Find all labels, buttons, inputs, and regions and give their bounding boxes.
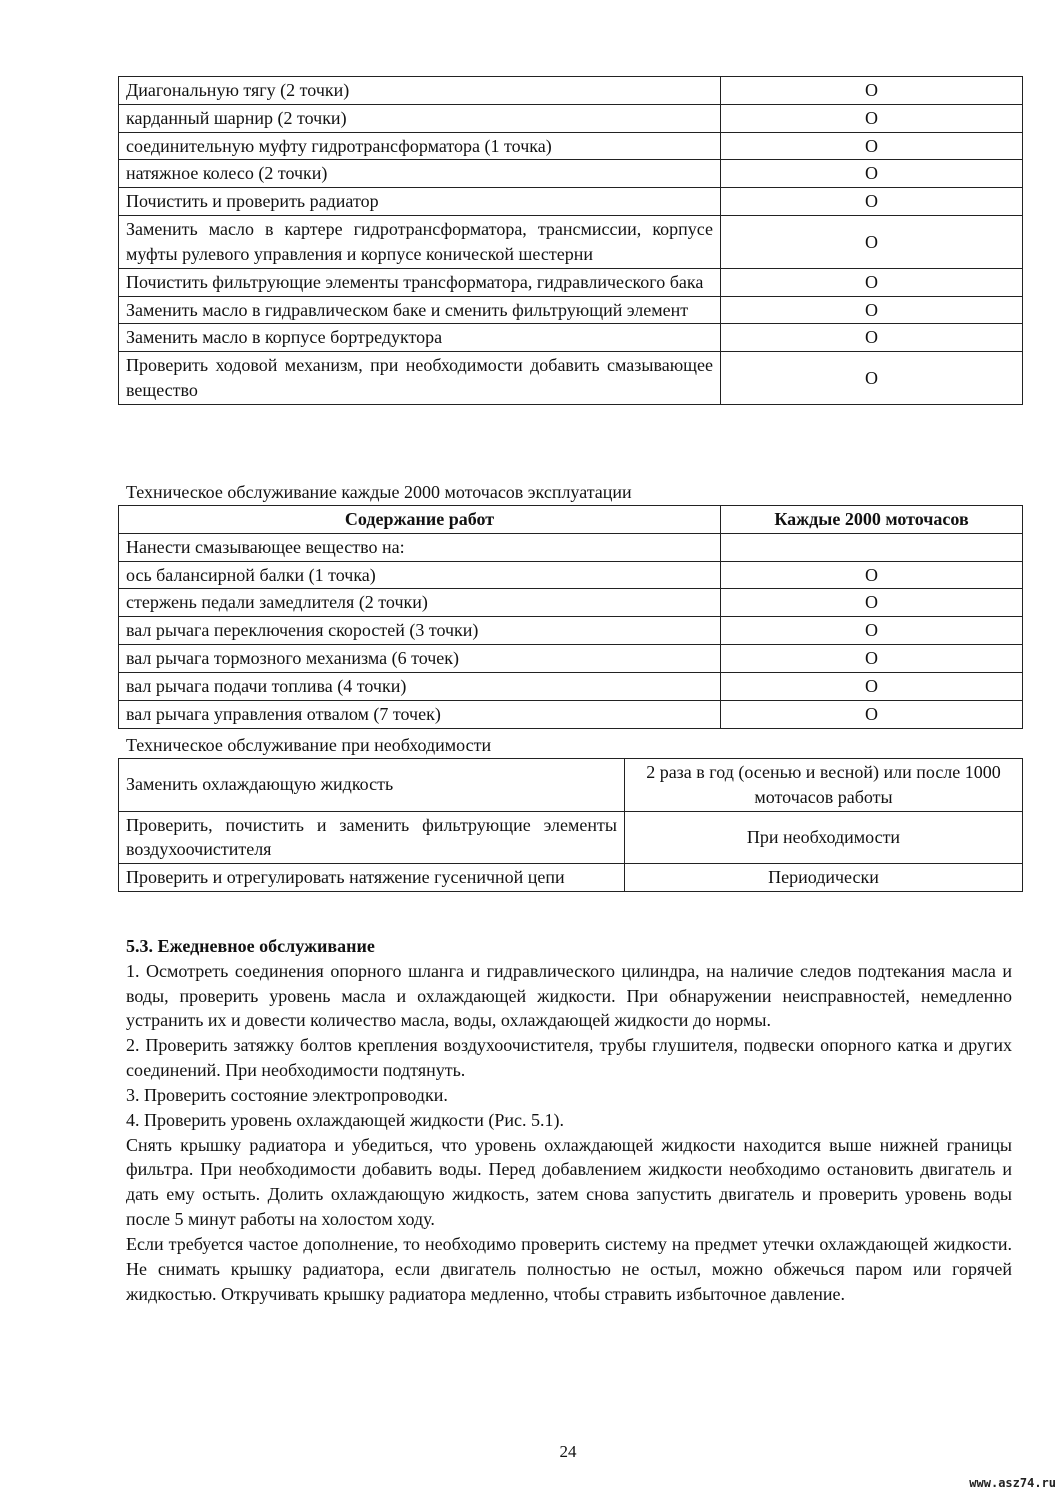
table-header-row xyxy=(119,506,1023,534)
table-row xyxy=(119,324,1023,352)
paragraph: Снять крышку радиатора и убедиться, что уровень охлаждающей жидкости находится выше нижней границы фильтра. При необходимости добавить воды. Перед добавлением жидкости необходимо остановить двигатель и дать ему остыть. Долить охлаждающую жидкость, затем снова запустить двигатель и проверить уровень воды после 5 минут работы на холостом ходу. xyxy=(126,1134,1012,1230)
table-cell-mark: О xyxy=(721,188,1023,216)
table-row xyxy=(119,645,1023,673)
page-number: 24 xyxy=(559,1442,577,1461)
table-cell-task: Почистить и проверить радиатор xyxy=(119,188,721,216)
table-cell-task: карданный шарнир (2 точки) xyxy=(119,104,721,132)
table-row xyxy=(119,104,1023,132)
column-header-tasks: Содержание работ xyxy=(119,506,721,534)
table-cell-interval: 2 раза в год (осенью и весной) или после 1000 моточасов работы xyxy=(625,759,1023,812)
table-cell-task: Почистить фильтрующие элементы трансформатора, гидравлического бака xyxy=(119,268,721,296)
table-row xyxy=(119,864,1023,892)
table-caption-2000-hours: Техническое обслуживание каждые 2000 моточасов эксплуатации xyxy=(126,482,632,502)
table-cell-task: Диагональную тягу (2 точки) xyxy=(119,77,721,105)
paragraph: 2. Проверить затяжку болтов крепления воздухоочистителя, трубы глушителя, подвески опорного катка и других соединений. При необходимости подтянуть. xyxy=(126,1035,1012,1081)
table-cell-mark: О xyxy=(721,268,1023,296)
table-cell-task: вал рычага тормозного механизма (6 точек) xyxy=(119,645,721,673)
table-row xyxy=(119,617,1023,645)
table-cell-mark: О xyxy=(721,160,1023,188)
table-2000-hours xyxy=(118,505,1023,729)
table-cell-mark: О xyxy=(721,104,1023,132)
table-row xyxy=(119,188,1023,216)
table-cell-task: Проверить ходовой механизм, при необходимости добавить смазывающее вещество xyxy=(119,352,721,405)
table-cell-task: Заменить масло в корпусе бортредуктора xyxy=(119,324,721,352)
table-cell-mark: О xyxy=(721,589,1023,617)
table-cell-mark: О xyxy=(721,645,1023,673)
table-cell-mark: О xyxy=(721,561,1023,589)
section-heading: 5.3. Ежедневное обслуживание xyxy=(126,936,375,956)
table-row xyxy=(119,77,1023,105)
table-row xyxy=(119,672,1023,700)
table-cell-task: Заменить масло в картере гидротрансформатора, трансмиссии, корпусе муфты рулевого управления и корпусе конической шестерни xyxy=(119,216,721,269)
table-cell-mark xyxy=(721,533,1023,561)
table-cell-task: Нанести смазывающее вещество на: xyxy=(119,533,721,561)
table-row xyxy=(119,268,1023,296)
paragraph: 4. Проверить уровень охлаждающей жидкости (Рис. 5.1). xyxy=(126,1109,564,1130)
table-cell-mark: О xyxy=(721,700,1023,728)
watermark-url: www.asz74.ru xyxy=(969,1476,1056,1490)
table-cell-task: Заменить охлаждающую жидкость xyxy=(119,759,625,812)
table-caption-as-needed: Техническое обслуживание при необходимости xyxy=(126,735,492,755)
table-cell-mark: О xyxy=(721,617,1023,645)
table-row xyxy=(119,160,1023,188)
table-cell-interval: При необходимости xyxy=(625,811,1023,864)
table-cell-task: Заменить масло в гидравлическом баке и сменить фильтрующий элемент xyxy=(119,296,721,324)
table-cell-task: вал рычага подачи топлива (4 точки) xyxy=(119,672,721,700)
table-cell-task: стержень педали замедлителя (2 точки) xyxy=(119,589,721,617)
table-cell-task: вал рычага переключения скоростей (3 точки) xyxy=(119,617,721,645)
table-cell-mark: О xyxy=(721,324,1023,352)
table-cell-mark: О xyxy=(721,296,1023,324)
table-cell-mark: О xyxy=(721,132,1023,160)
table-cell-mark: О xyxy=(721,672,1023,700)
table-row xyxy=(119,132,1023,160)
table-cell-task: натяжное колесо (2 точки) xyxy=(119,160,721,188)
paragraph: 1. Осмотреть соединения опорного шланга и гидравлического цилиндра, на наличие следов подтекания масла и воды, проверить уровень масла и охлаждающей жидкости. При обнаружении неисправностей, немедленно устранить их и довести количество масла, воды, охлаждающей жидкости до нормы. xyxy=(126,960,1012,1031)
table-cell-task: Проверить, почистить и заменить фильтрующие элементы воздухоочистителя xyxy=(119,811,625,864)
column-header-interval: Каждые 2000 моточасов xyxy=(721,506,1023,534)
table-cell-task: ось балансирной балки (1 точка) xyxy=(119,561,721,589)
table-cell-task: Проверить и отрегулировать натяжение гусеничной цепи xyxy=(119,864,625,892)
table-row xyxy=(119,759,1023,812)
table-cell-mark: О xyxy=(721,77,1023,105)
table-cell-mark: О xyxy=(721,216,1023,269)
paragraph: 3. Проверить состояние электропроводки. xyxy=(126,1084,448,1105)
table-row xyxy=(119,352,1023,405)
table-row xyxy=(119,811,1023,864)
table-cell-task: соединительную муфту гидротрансформатора (1 точка) xyxy=(119,132,721,160)
table-row xyxy=(119,700,1023,728)
table-row xyxy=(119,533,1023,561)
table-row xyxy=(119,589,1023,617)
table-cell-task: вал рычага управления отвалом (7 точек) xyxy=(119,700,721,728)
table-row xyxy=(119,296,1023,324)
table-cell-mark: О xyxy=(721,352,1023,405)
table-lubrication-points xyxy=(118,76,1023,405)
section-daily-maintenance xyxy=(126,934,1012,1306)
table-row xyxy=(119,216,1023,269)
table-row xyxy=(119,561,1023,589)
paragraph: Если требуется частое дополнение, то необходимо проверить систему на предмет утечки охлаждающей жидкости. Не снимать крышку радиатора, если двигатель полностью не остыл, можно обжечься паром или горячей жидкостью. Откручивать крышку радиатора медленно, чтобы стравить избыточное давление. xyxy=(126,1233,1012,1304)
table-as-needed xyxy=(118,758,1023,892)
table-cell-interval: Периодически xyxy=(625,864,1023,892)
